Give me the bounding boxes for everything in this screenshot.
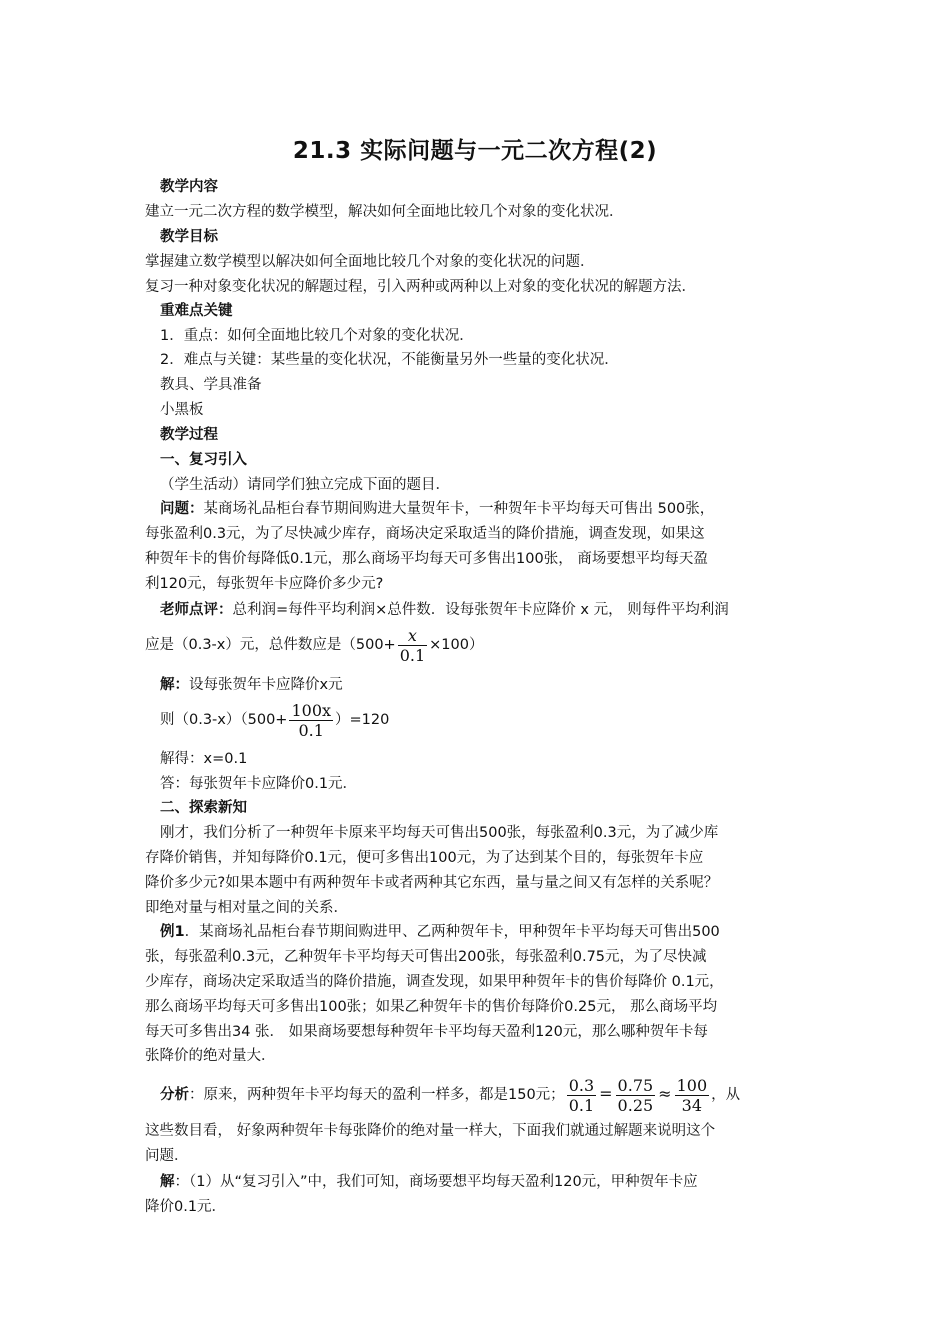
fraction-0.3-over-0.1: $\frac{0.3}{0.1}$ xyxy=(568,1075,595,1115)
key-line-2: 2．难点与关键：某些量的变化状况，不能衡量另外一些量的变化状况． xyxy=(160,352,619,368)
fraction-100x-over-0.1: $\frac{100x}{0.1}$ xyxy=(291,700,332,740)
heading-content: 教学内容 xyxy=(160,179,218,195)
solution-equation: 则（0.3-x）（500+ $\frac{100x}{0.1}$ ）=120 xyxy=(160,700,390,740)
fraction-x-over-0.1: $\frac{x}{0.1}$ xyxy=(399,625,426,665)
solution-result: 解得：x=0.1 xyxy=(160,751,248,767)
review-intro: （学生活动）请同学们独立完成下面的题目． xyxy=(160,477,450,493)
solution-2-line-2: 降价0.1元． xyxy=(145,1199,227,1215)
explore-line-4: 即绝对量与相对量之间的关系． xyxy=(145,900,348,916)
goal-line-2: 复习一种对象变化状况的解题过程，引入两种或两种以上对象的变化状况的解题方法． xyxy=(145,279,696,295)
solution-2-line-1: 解：（1）从“复习引入”中，我们可知，商场要想平均每天盈利120元，甲种贺年卡应 xyxy=(160,1174,698,1190)
example-1-line-2: 张，每张盈利0.3元，乙种贺年卡平均每天可售出200张，每张盈利0.75元，为了尽快减 xyxy=(145,949,707,965)
fraction-0.75-over-0.25: $\frac{0.75}{0.25}$ xyxy=(617,1075,654,1115)
example-1-line-3: 少库存，商场决定采取适当的降价措施，调查发现，如果甲种贺年卡的售价每降价 0.1元， xyxy=(145,974,724,990)
example-1-line-4: 那么商场平均每天可多售出100张；如果乙种贺年卡的售价每降价0.25元， 那么商场平均 xyxy=(145,999,718,1015)
explore-line-2: 存降价销售，并知每降价0.1元，便可多售出100元，为了达到某个目的，每张贺年卡应 xyxy=(145,850,704,866)
content-text: 建立一元二次方程的数学模型，解决如何全面地比较几个对象的变化状况． xyxy=(145,204,624,220)
analysis-label: 分析 xyxy=(160,1087,189,1103)
heading-explore: 二、探索新知 xyxy=(160,800,247,816)
solution-label: 解： xyxy=(160,677,189,693)
example-1-line-1: 例1．某商场礼品柜台春节期间购进甲、乙两种贺年卡，甲种贺年卡平均每天可售出500 xyxy=(160,924,720,940)
solution-answer: 答：每张贺年卡应降价0.1元． xyxy=(160,776,358,792)
example-1-line-5: 每天可多售出34 张． 如果商场要想每种贺年卡平均每天盈利120元，那么哪种贺年卡每 xyxy=(145,1024,708,1040)
problem-line-3: 种贺年卡的售价每降低0.1元，那么商场平均每天可多售出100张， 商场要想平均每天盈 xyxy=(145,551,708,567)
page-title: 21.3 实际问题与一元二次方程(2) xyxy=(292,138,658,164)
heading-process: 教学过程 xyxy=(160,427,218,443)
tools-text: 小黑板 xyxy=(160,402,204,418)
heading-review: 一、复习引入 xyxy=(160,452,247,468)
analysis-line-1: 分析：原来，两种贺年卡平均每天的盈利一样多，都是150元； $\frac{0.3}{0.1}$ = $\frac{0.75}{0.25}$ ≈ $\frac{100}{34}$ ，从 xyxy=(160,1075,741,1115)
problem-line-2: 每张盈利0.3元，为了尽快减少库存，商场决定采取适当的降价措施，调查发现，如果这 xyxy=(145,526,705,542)
analysis-line-2: 这些数目看， 好象两种贺年卡每张降价的绝对量一样大，下面我们就通过解题来说明这个 xyxy=(145,1123,716,1139)
key-line-1: 1．重点：如何全面地比较几个对象的变化状况． xyxy=(160,328,474,344)
problem-line-4: 利120元，每张贺年卡应降价多少元? xyxy=(145,576,384,592)
teacher-label: 老师点评： xyxy=(160,602,233,618)
teacher-comment-line-1: 老师点评：总利润=每件平均利润×总件数．设每张贺年卡应降价 x 元， 则每件平均利润 xyxy=(160,602,729,618)
analysis-line-3: 问题． xyxy=(145,1148,189,1164)
problem-label: 问题： xyxy=(160,501,204,517)
example-1-label: 例1 xyxy=(160,924,185,940)
explore-line-1: 刚才，我们分析了一种贺年卡原来平均每天可售出500张，每张盈利0.3元，为了减少库 xyxy=(160,825,719,841)
solution-line-1: 解：设每张贺年卡应降价x元 xyxy=(160,677,343,693)
explore-line-3: 降价多少元?如果本题中有两种贺年卡或者两种其它东西，量与量之间又有怎样的关系呢？ xyxy=(145,875,719,891)
heading-key-points: 重难点关键 xyxy=(160,303,233,319)
example-1-line-6: 张降价的绝对量大． xyxy=(145,1048,276,1064)
heading-tools: 教具、学具准备 xyxy=(160,377,262,393)
teacher-comment-line-2: 应是（0.3-x）元，总件数应是（500+ $\frac{x}{0.1}$ ×100） xyxy=(145,625,484,665)
problem-line-1: 问题：某商场礼品柜台春节期间购进大量贺年卡，一种贺年卡平均每天可售出 500张， xyxy=(160,501,715,517)
fraction-100-over-34: $\frac{100}{34}$ xyxy=(676,1075,708,1115)
solution-2-label: 解 xyxy=(160,1174,175,1190)
heading-goal: 教学目标 xyxy=(160,229,218,245)
goal-line-1: 掌握建立数学模型以解决如何全面地比较几个对象的变化状况的问题． xyxy=(145,254,595,270)
